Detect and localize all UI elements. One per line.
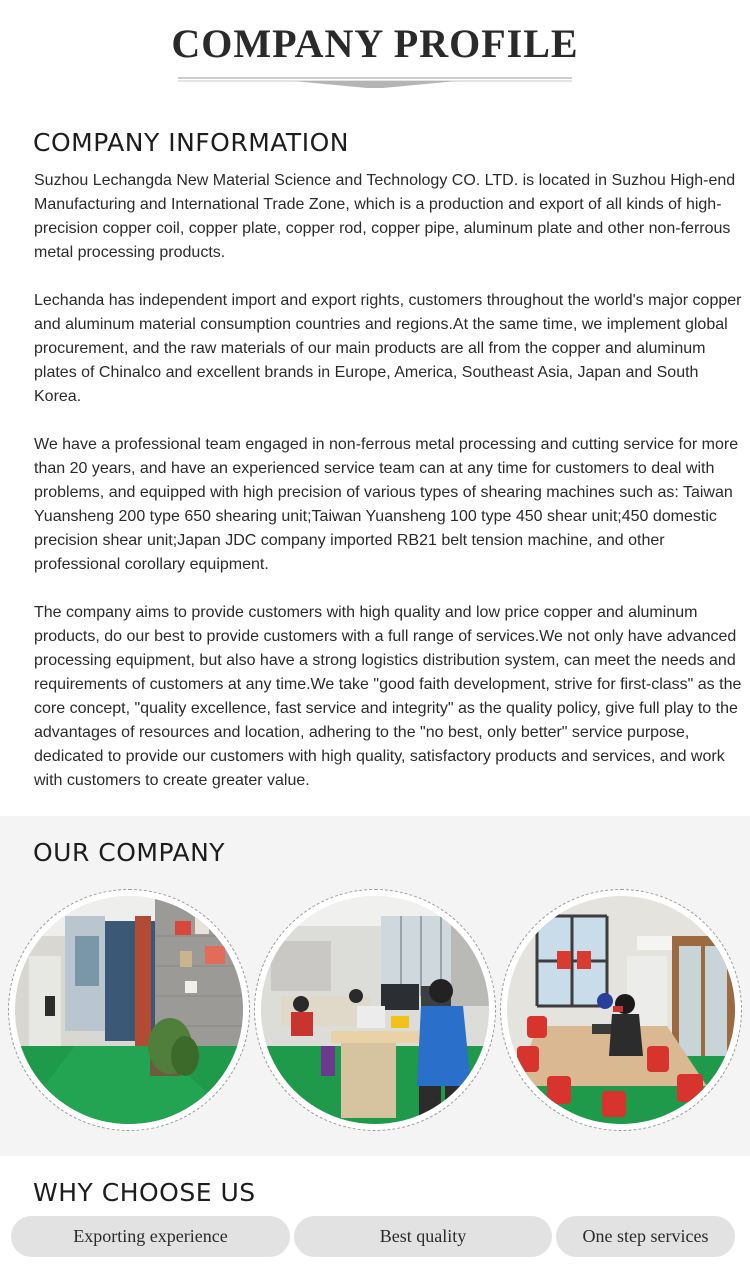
hallway-photo bbox=[8, 889, 250, 1131]
why-choose-us-heading: WHY CHOOSE US bbox=[33, 1178, 256, 1207]
meeting-room-photo-image bbox=[507, 896, 735, 1124]
why-choose-us-section bbox=[0, 1156, 750, 1287]
info-paragraph: We have a professional team engaged in non-ferrous metal processing and cutting service for more than 20 years, and have an experienced service team can at any time for customers to deal with problems, and equipped with high precision of various types of shearing machines such as: Taiwan Yuansheng 200 type 650 shearing unit;Taiwan Yuansheng 100 type 450 shear unit;450 domestic precision shear unit;Japan JDC company imported RB21 belt tension machine, and other professional corollary equipment. bbox=[34, 436, 739, 573]
page-title: COMPANY PROFILE bbox=[171, 21, 579, 66]
office-photo-image bbox=[261, 896, 489, 1124]
feature-pill-exporting-experience[interactable]: Exporting experience bbox=[11, 1216, 290, 1257]
hallway-photo-image bbox=[15, 896, 243, 1124]
our-company-heading: OUR COMPANY bbox=[33, 838, 226, 867]
office-photo bbox=[254, 889, 496, 1131]
company-information-section bbox=[0, 100, 750, 793]
company-information-body bbox=[33, 169, 745, 793]
info-paragraph: Lechanda has independent import and export rights, customers throughout the world's major copper and aluminum material consumption countries and regions.At the same time, we implement global procurement, and the raw materials of our main products are all from the copper and aluminum plates of Chinalco and excellent brands in Europe, America, Southeast Asia, Japan and South Korea. bbox=[34, 292, 742, 405]
feature-pill-best-quality[interactable]: Best quality bbox=[294, 1216, 552, 1257]
info-paragraph: The company aims to provide customers with high quality and low price copper and aluminum products, do our best to provide customers with a full range of services.We not only have advanced processing equipment, but also have a strong logistics distribution system, can meet the needs and requirements of customers at any time.We take "good faith development, strive for first-class" as the core concept, "quality excellence, fast service and integrity" as the quality policy, give full play to the advantages of resources and location, adhering to the "no best, only better" service purpose, dedicated to provide our customers with high quality, satisfactory products and services, and work with customers to create greater value. bbox=[34, 604, 742, 789]
our-company-section bbox=[0, 816, 750, 1156]
title-divider bbox=[178, 76, 572, 90]
profile-header bbox=[0, 0, 750, 100]
company-information-heading: COMPANY INFORMATION bbox=[33, 128, 349, 157]
info-paragraph: Suzhou Lechangda New Material Science and Technology CO. LTD. is located in Suzhou High-end Manufacturing and International Trade Zone, which is a production and export of all kinds of high-precision copper coil, copper plate, copper rod, copper pipe, aluminum plate and other non-ferrous metal processing products. bbox=[34, 172, 736, 261]
feature-pill-one-step-services[interactable]: One step services bbox=[556, 1216, 735, 1257]
meeting-room-photo bbox=[500, 889, 742, 1131]
